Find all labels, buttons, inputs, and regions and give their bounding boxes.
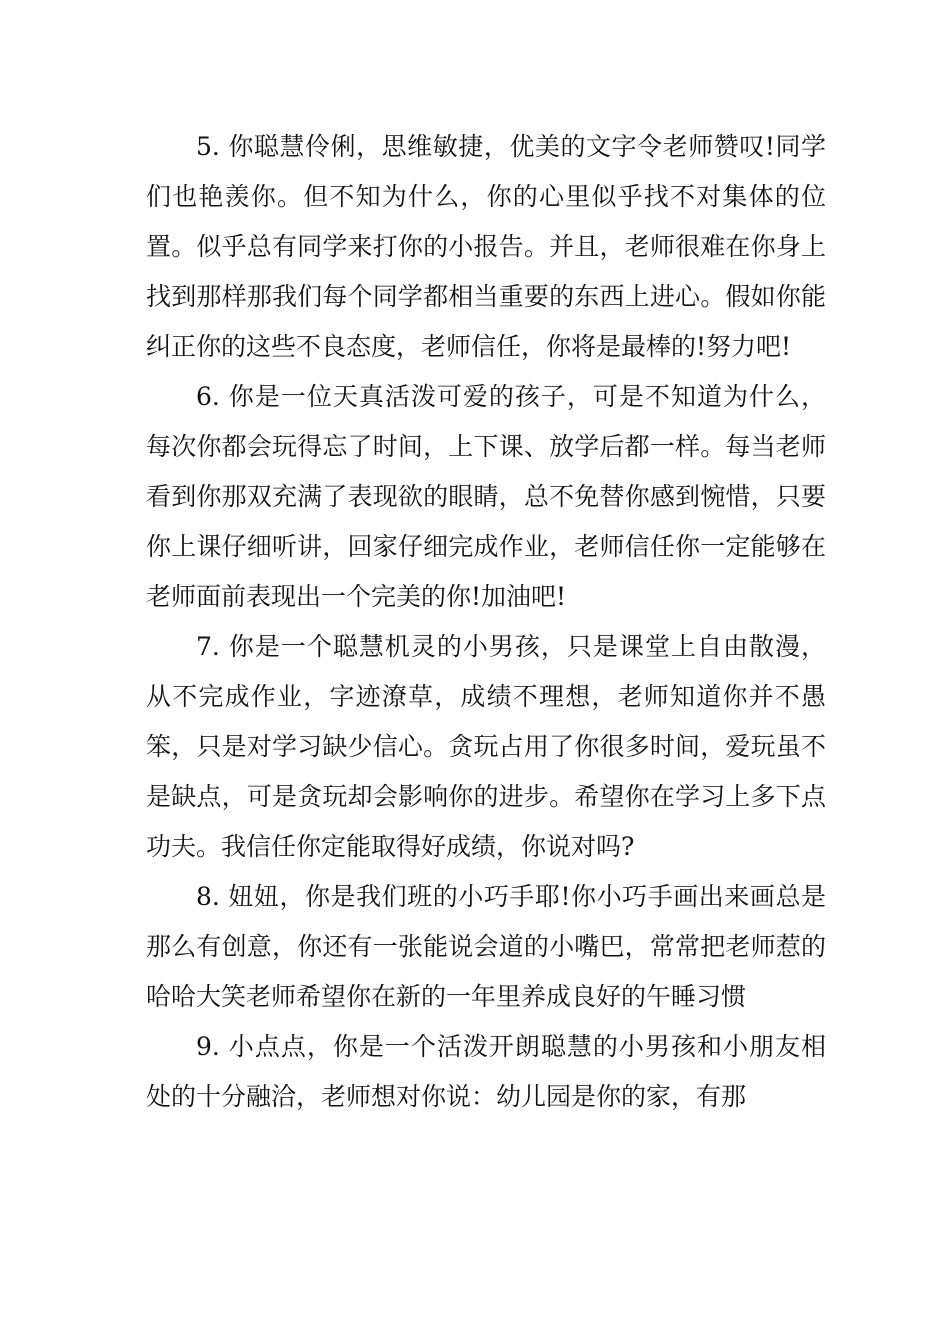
paragraph-9: 9. 小点点，你是一个活泼开朗聪慧的小男孩和小朋友相处的十分融洽，老师想对你说：幼儿园是你的家，有那 (146, 1032, 826, 1111)
paragraph-7: 7. 你是一个聪慧机灵的小男孩，只是课堂上自由散漫，从不完成作业，字迹潦草，成绩不理想，老师知道你并不愚笨，只是对学习缺少信心。贪玩占用了你很多时间，爱玩虽不是缺点，可是贪玩却会影响你的进步。希望你在学习上多下点功夫。我信任你定能取得好成绩，你说对吗? (146, 632, 826, 861)
paragraph-5: 5. 你聪慧伶俐，思维敏捷，优美的文字令老师赞叹!同学们也艳羡你。但不知为什么，你的心里似乎找不对集体的位置。似乎总有同学来打你的小报告。并且，老师很难在你身上找到那样那我们每个同学都相当重要的东西上进心。假如你能纠正你的这些不良态度，老师信任，你将是最棒的!努力吧! (146, 132, 826, 361)
paragraph-8: 8. 妞妞，你是我们班的小巧手耶!你小巧手画出来画总是那么有创意，你还有一张能说会道的小嘴巴，常常把老师惹的哈哈大笑老师希望你在新的一年里养成良好的午睡习惯 (146, 882, 826, 1011)
document-body (146, 122, 826, 1122)
paragraph-6: 6. 你是一位天真活泼可爱的孩子，可是不知道为什么，每次你都会玩得忘了时间，上下课、放学后都一样。每当老师看到你那双充满了表现欲的眼睛，总不免替你感到惋惜，只要你上课仔细听讲，回家仔细完成作业，老师信任你一定能够在老师面前表现出一个完美的你!加油吧! (146, 382, 826, 611)
